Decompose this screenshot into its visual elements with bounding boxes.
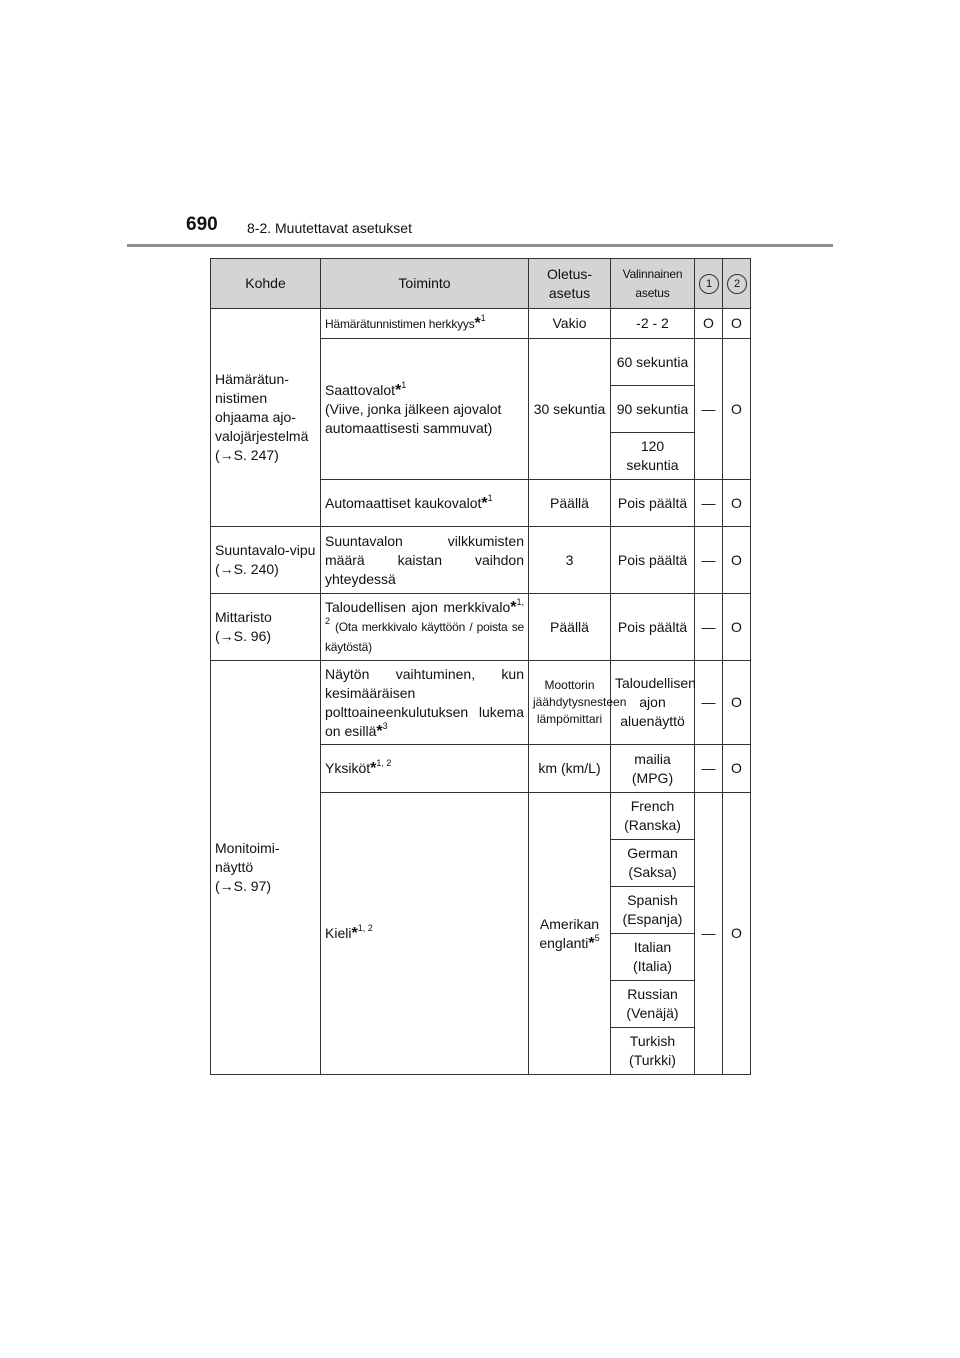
col1-cell: O (695, 309, 723, 339)
col2-cell: O (723, 661, 751, 745)
item-ref: (→S. 247) (215, 447, 279, 463)
col2-cell: O (723, 480, 751, 527)
header-item: Kohde (211, 259, 321, 309)
header-col2 (723, 259, 751, 309)
col1-cell: — (695, 480, 723, 527)
optional-cell: Pois päältä (611, 594, 695, 661)
default-cell: km (km/L) (529, 745, 611, 793)
table-row (211, 661, 751, 745)
col2-cell: O (723, 793, 751, 1075)
optional-cell: 90 sekuntia (611, 386, 695, 433)
item-ref: (→S. 97) (215, 878, 272, 894)
optional-cell: Italian (Italia) (611, 934, 695, 981)
function-cell: Kieli*$^{1, 2}$ (321, 793, 529, 1075)
page-number: 690 (186, 214, 218, 235)
optional-cell: Spanish (Espanja) (611, 887, 695, 934)
table-row (211, 594, 751, 661)
circled-2-icon: 2 (727, 274, 747, 294)
item-ref: (→S. 96) (215, 628, 272, 644)
default-cell: 3 (529, 527, 611, 594)
item-label: Hämärätun-nistimen ohjaama ajo-valojärjestelmä (215, 371, 309, 444)
circled-1-icon: 1 (699, 274, 719, 294)
function-cell: Automaattiset kaukovalot*$^1$ (321, 480, 529, 527)
optional-cell: German (Saksa) (611, 840, 695, 887)
optional-cell: -2 - 2 (611, 309, 695, 339)
col2-cell: O (723, 527, 751, 594)
col1-cell: — (695, 594, 723, 661)
col1-cell: — (695, 745, 723, 793)
function-cell: Yksiköt*$^{1, 2}$ (321, 745, 529, 793)
item-cell (211, 594, 321, 661)
optional-cell: Pois päältä (611, 527, 695, 594)
table-header-row (211, 259, 751, 309)
settings-table (210, 258, 751, 1075)
section-title: 8-2. Muutettavat asetukset (247, 220, 412, 236)
default-cell: Päällä (529, 480, 611, 527)
item-cell (211, 527, 321, 594)
table-row (211, 309, 751, 339)
col2-cell: O (723, 745, 751, 793)
header-default: Oletus-asetus (529, 259, 611, 309)
header-function: Toiminto (321, 259, 529, 309)
optional-cell: 120 sekuntia (611, 433, 695, 480)
optional-cell: 60 sekuntia (611, 339, 695, 386)
item-cell (211, 309, 321, 527)
col2-cell: O (723, 309, 751, 339)
function-cell: Taloudellisen ajon merkkivalo*$^{1, 2}$ (Ota merkkivalo käyttöön / poista se käytöstä) (321, 594, 529, 661)
header-col1 (695, 259, 723, 309)
function-cell: Saattovalot*$^1$ (Viive, jonka jälkeen ajovalot automaattisesti sammuvat) (321, 339, 529, 480)
item-cell (211, 661, 321, 1075)
header-optional: Valinnainen asetus (611, 259, 695, 309)
default-cell: 30 sekuntia (529, 339, 611, 480)
col2-cell: O (723, 594, 751, 661)
item-label: Monitoimi-näyttö (215, 840, 280, 875)
default-cell: Päällä (529, 594, 611, 661)
col1-cell: — (695, 661, 723, 745)
optional-cell: mailia (MPG) (611, 745, 695, 793)
default-cell: Amerikan englanti*$^5$ (529, 793, 611, 1075)
col1-cell: — (695, 339, 723, 480)
col2-cell: O (723, 339, 751, 480)
item-ref: (→S. 240) (215, 561, 279, 577)
table-row (211, 527, 751, 594)
optional-cell: Russian (Venäjä) (611, 981, 695, 1028)
item-label: Mittaristo (215, 609, 272, 625)
optional-cell: Taloudellisen ajon aluenäyttö (611, 661, 695, 745)
default-cell: Vakio (529, 309, 611, 339)
col1-cell: — (695, 527, 723, 594)
optional-cell: French (Ranska) (611, 793, 695, 840)
optional-cell: Turkish (Turkki) (611, 1028, 695, 1075)
optional-cell: Pois päältä (611, 480, 695, 527)
function-cell: Suuntavalon vilkkumisten määrä kaistan vaihdon yhteydessä (321, 527, 529, 594)
col1-cell: — (695, 793, 723, 1075)
default-cell: Moottorin jäähdytysnesteen lämpömittari (529, 661, 611, 745)
item-label: Suuntavalo-vipu (215, 542, 316, 558)
function-cell: Näytön vaihtuminen, kun kesimääräisen polttoaineenkulutuksen lukema on esillä*$^3$ (321, 661, 529, 745)
function-cell: Hämärätunnistimen herkkyys*$^1$ (321, 309, 529, 339)
header-rule (127, 244, 833, 247)
